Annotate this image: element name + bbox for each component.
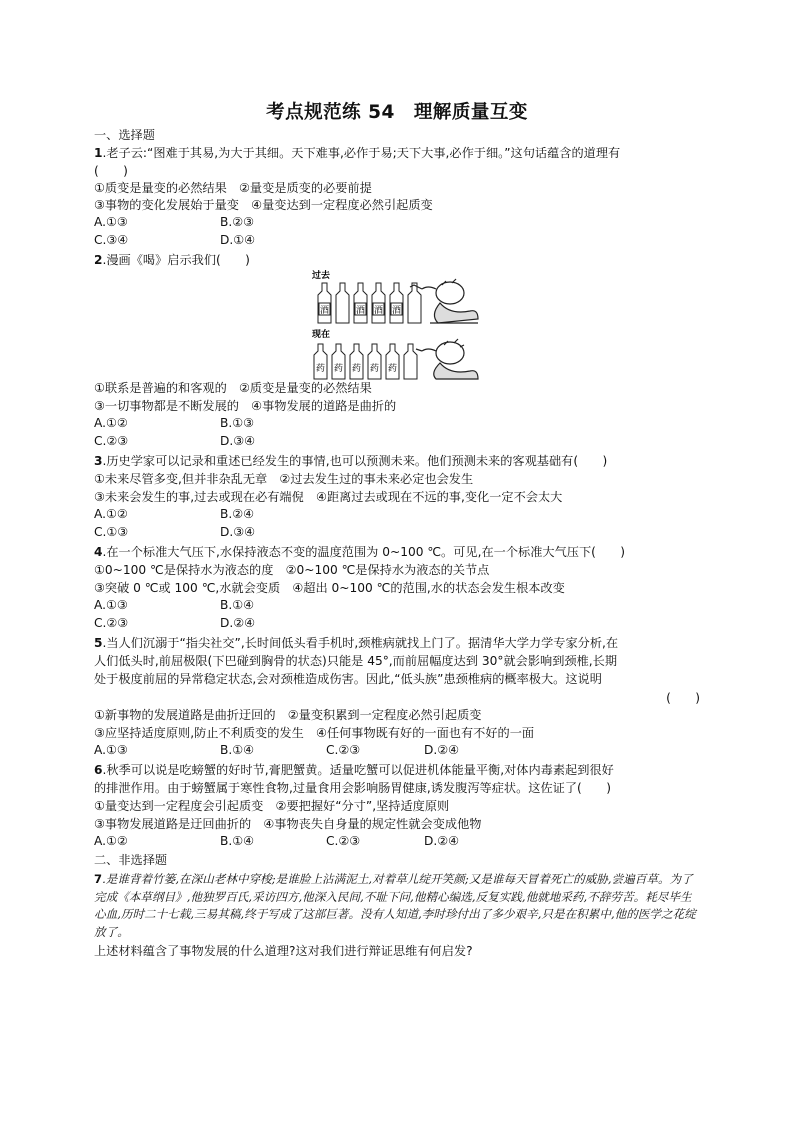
statement-line: ③一切事物都是不断发展的 ④事物发展的道路是曲折的 — [94, 399, 397, 413]
question-7-prompt: 上述材料蕴含了事物发展的什么道理?这对我们进行辩证思维有何启发? — [94, 944, 473, 958]
option-d: D.②④ — [220, 616, 256, 630]
option-d: D.②④ — [424, 834, 460, 848]
question-number: 6 — [94, 763, 103, 777]
option-b: B.①④ — [220, 743, 255, 757]
option-a: A.①③ — [94, 215, 128, 229]
bottle — [336, 283, 349, 323]
cartoon-figure — [310, 265, 482, 381]
yao-char: 药 — [388, 364, 398, 374]
option-b: B.①④ — [220, 834, 255, 848]
option-c: C.②③ — [94, 616, 129, 630]
option-c: C.①③ — [94, 525, 129, 539]
option-c: C.②③ — [94, 434, 129, 448]
medicine-bottles — [314, 344, 417, 379]
jiu-char: 酒 — [374, 306, 384, 316]
bottle — [404, 344, 417, 379]
option-c: C.③④ — [94, 233, 129, 247]
jiu-char: 酒 — [392, 306, 402, 316]
statement-line: ③应坚持适度原则,防止不利质变的发生 ④任何事物既有好的一面也有不好的一面 — [94, 726, 535, 740]
question-number: 7 — [94, 872, 103, 886]
question-6-stem — [94, 762, 614, 779]
statement-line: ①新事物的发展道路是曲折迂回的 ②量变积累到一定程度必然引起质变 — [94, 708, 482, 722]
question-2-stem — [94, 252, 250, 269]
question-number: 1 — [94, 146, 103, 160]
section-heading-non-choice: 二、非选择题 — [94, 853, 168, 867]
bottle — [408, 283, 421, 323]
statement-line: ①未来尽管多变,但并非杂乱无章 ②过去发生过的事未来必定也会发生 — [94, 472, 474, 486]
question-text: .当人们沉溺于“指尖社交”,长时间低头看手机时,颈椎病就找上门了。据清华大学力学专家分析,在 — [102, 636, 619, 650]
option-d: D.①④ — [220, 233, 256, 247]
option-d: D.③④ — [220, 525, 256, 539]
answer-blank: ( ) — [94, 164, 128, 178]
question-text-line: 处于极度前屈的异常稳定状态,会对颈椎造成伤害。因此,“低头族”患颈椎病的概率极大。这说明 — [94, 672, 602, 686]
yao-char: 药 — [316, 364, 326, 374]
question-3-stem — [94, 453, 607, 470]
question-number: 4 — [94, 545, 103, 559]
question-text-line: 人们低头时,前屈极限(下巴碰到胸骨的状态)只能是 45°,而前屈幅度达到 30°就会影响到颈椎,长期 — [94, 654, 618, 668]
question-number: 3 — [94, 454, 103, 468]
cartoon-illustration — [310, 265, 482, 381]
option-d: D.②④ — [424, 743, 460, 757]
option-b: B.②③ — [220, 215, 255, 229]
jiu-char: 酒 — [320, 306, 330, 316]
question-text: .漫画《喝》启示我们( ) — [102, 253, 250, 267]
jiu-char: 酒 — [356, 306, 366, 316]
statement-line: ③突破 0 ℃或 100 ℃,水就会变质 ④超出 0~100 ℃的范围,水的状态会发生根本改变 — [94, 581, 565, 595]
sick-man-figure — [416, 339, 478, 379]
yao-char: 药 — [370, 364, 380, 374]
option-a: A.①② — [94, 834, 128, 848]
label-now: 现在 — [312, 330, 331, 340]
option-c: C.②③ — [326, 834, 361, 848]
label-past: 过去 — [312, 271, 331, 281]
statement-line: ①联系是普遍的和客观的 ②质变是量变的必然结果 — [94, 381, 372, 395]
question-7-passage — [94, 871, 700, 941]
question-4-stem — [94, 544, 625, 561]
wine-bottles — [318, 283, 421, 323]
statement-line: ③事物的变化发展始于量变 ④量变达到一定程度必然引起质变 — [94, 198, 433, 212]
question-text: .老子云:“图难于其易,为大于其细。天下难事,必作于易;天下大事,必作于细。”这句话蕴含的道理有 — [102, 146, 621, 160]
question-text-line: 的排泄作用。由于螃蟹属于寒性食物,过量食用会影响肠胃健康,诱发腹泻等症状。这佐证了( ) — [94, 781, 611, 795]
question-1-stem — [94, 145, 620, 162]
option-d: D.③④ — [220, 434, 256, 448]
question-text: .秋季可以说是吃螃蟹的好时节,膏肥蟹黄。适量吃蟹可以促进机体能量平衡,对体内毒素起到很好 — [102, 763, 614, 777]
statement-line: ③事物发展道路是迂回曲折的 ④事物丧失自身量的规定性就会变成他物 — [94, 817, 482, 831]
statement-line: ③未来会发生的事,过去或现在必有端倪 ④距离过去或现在不远的事,变化一定不会太大 — [94, 490, 563, 504]
option-a: A.①③ — [94, 598, 128, 612]
option-a: A.①② — [94, 416, 128, 430]
statement-line: ①质变是量变的必然结果 ②量变是质变的必要前提 — [94, 181, 372, 195]
page-title: 考点规范练 54 理解质量互变 — [266, 102, 528, 123]
yao-char: 药 — [334, 364, 344, 374]
answer-blank: ( ) — [666, 691, 700, 705]
question-5-stem — [94, 635, 618, 652]
option-c: C.②③ — [326, 743, 361, 757]
question-text: .在一个标准大气压下,水保持液态不变的温度范围为 0~100 ℃。可见,在一个标准大气压下( ) — [102, 545, 626, 559]
question-number: 5 — [94, 636, 103, 650]
option-b: B.②④ — [220, 507, 255, 521]
statement-line: ①量变达到一定程度会引起质变 ②要把握好“分寸”,坚持适度原则 — [94, 799, 450, 813]
option-b: B.①③ — [220, 416, 255, 430]
statement-line: ①0~100 ℃是保持水为液态的度 ②0~100 ℃是保持水为液态的关节点 — [94, 563, 490, 577]
question-number: 2 — [94, 253, 103, 267]
option-a: A.①② — [94, 507, 128, 521]
yao-char: 药 — [352, 364, 362, 374]
section-heading-choice: 一、选择题 — [94, 128, 155, 142]
option-a: A.①③ — [94, 743, 128, 757]
question-text: .历史学家可以记录和重述已经发生的事情,也可以预测未来。他们预测未来的客观基础有( ) — [102, 454, 608, 468]
option-b: B.①④ — [220, 598, 255, 612]
passage-text: .是谁背着竹篓,在深山老林中穿梭;是谁脸上沾满泥土,对着草儿绽开笑颜;又是谁每天冒着死亡的威胁,尝遍百草。为了完成《本草纲目》,他独罗百氏,采访四方,他深入民间,不耻下问,他精心编选,反复实践,他就地采药,不辞劳苦。耗尽毕生心血,历时二十七载,三易其稿,终于写成了这部巨著。没有人知道,李时珍付出了多少艰辛,只是在积累中,他的医学之花绽放了。 — [94, 872, 696, 939]
